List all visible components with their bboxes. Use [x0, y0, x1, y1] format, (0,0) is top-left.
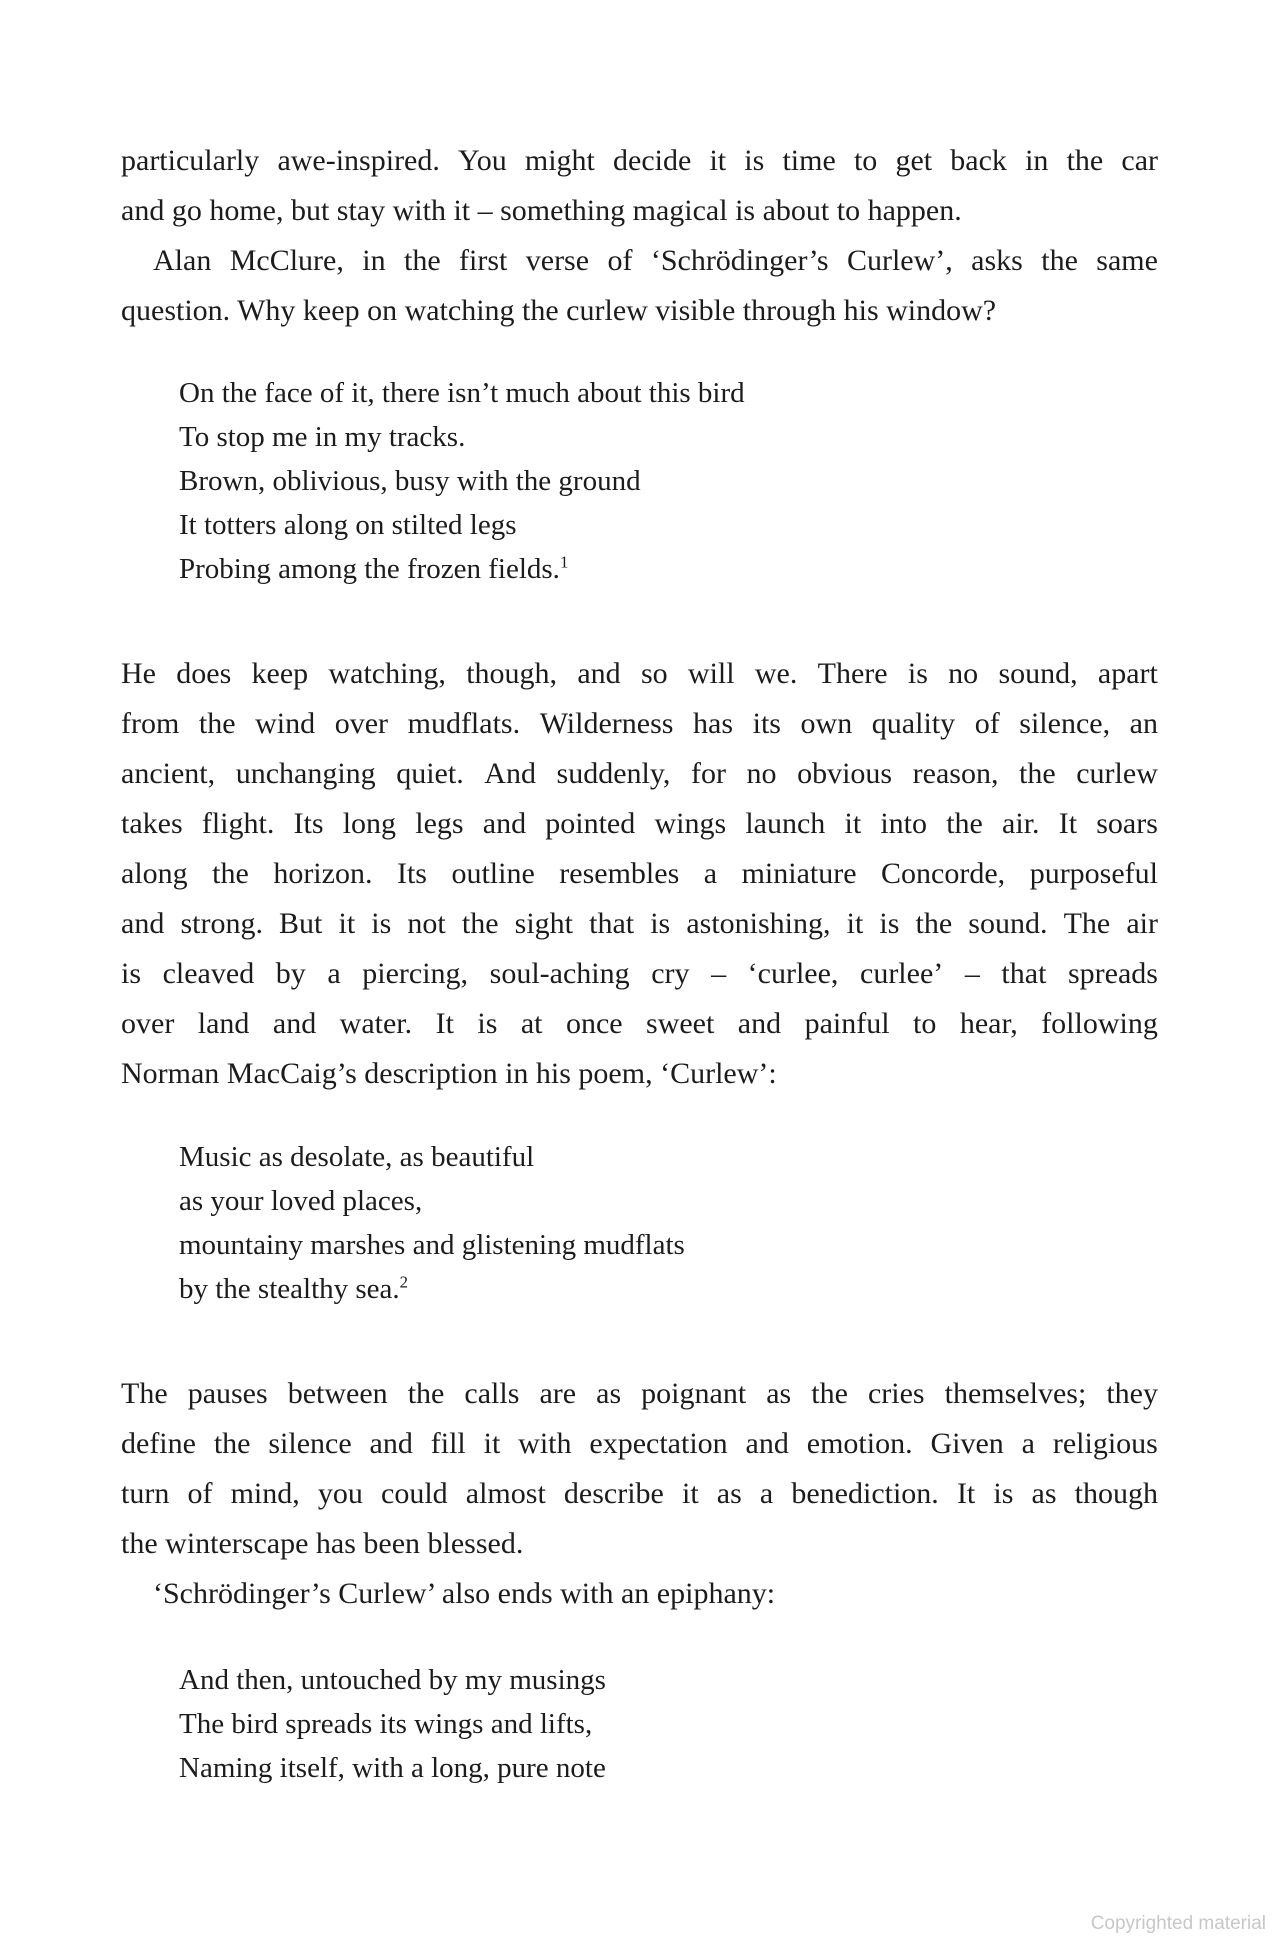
- paragraph-he-does-keep-watching: [121, 649, 1158, 1099]
- copyright-watermark: Copyrighted material: [1090, 1913, 1266, 1934]
- text-line: as your loved places,: [179, 1185, 423, 1217]
- poem-schrodingers-curlew-first-verse: [121, 371, 1158, 591]
- text-line: question. Why keep on watching the curlew visible through his window?: [121, 294, 997, 327]
- text-line: The pauses between the calls are as poignant as the cries themselves; they: [121, 1377, 1158, 1410]
- text-line: It totters along on stilted legs: [179, 509, 517, 541]
- paragraph-continuation: [121, 136, 1158, 336]
- text-line: along the horizon. Its outline resembles a miniature Concorde, purposeful: [121, 857, 1158, 890]
- text-line: the winterscape has been blessed.: [121, 1527, 524, 1560]
- text-line: On the face of it, there isn’t much about this bird: [179, 377, 745, 409]
- text-line: The bird spreads its wings and lifts,: [179, 1708, 593, 1740]
- text-line: is cleaved by a piercing, soul-aching cry – ‘curlee, curlee’ – that spreads: [121, 957, 1158, 990]
- text-line: takes flight. Its long legs and pointed wings launch it into the air. It soars: [121, 807, 1158, 840]
- text-line: define the silence and fill it with expectation and emotion. Given a religious: [121, 1427, 1158, 1460]
- text-line: Naming itself, with a long, pure note: [179, 1752, 606, 1784]
- text-line: from the wind over mudflats. Wilderness has its own quality of silence, an: [121, 707, 1158, 740]
- text-line: Music as desolate, as beautiful: [179, 1141, 535, 1173]
- text-line: mountainy marshes and glistening mudflats: [179, 1229, 685, 1261]
- text-line: over land and water. It is at once sweet and painful to hear, following: [121, 1007, 1158, 1040]
- footnote-reference: 1: [559, 552, 569, 572]
- text-line: And then, untouched by my musings: [179, 1664, 606, 1696]
- footnote-reference: 2: [399, 1272, 409, 1292]
- text-line: and strong. But it is not the sight that is astonishing, it is the sound. The air: [121, 907, 1158, 940]
- text-line: Norman MacCaig’s description in his poem, ‘Curlew’:: [121, 1057, 777, 1090]
- paragraph-the-pauses: [121, 1369, 1158, 1619]
- text-line: He does keep watching, though, and so will we. There is no sound, apart: [121, 657, 1158, 690]
- text-line: To stop me in my tracks.: [179, 421, 466, 453]
- text-line: ‘Schrödinger’s Curlew’ also ends with an epiphany:: [153, 1577, 776, 1610]
- text-line: by the stealthy sea.$^2$: [179, 1272, 409, 1305]
- text-line: Alan McClure, in the first verse of ‘Schrödinger’s Curlew’, asks the same: [153, 244, 1158, 277]
- poem-maccaig-curlew: [121, 1135, 1158, 1311]
- poem-schrodingers-curlew-ending: [121, 1658, 1158, 1790]
- text-line: ancient, unchanging quiet. And suddenly, for no obvious reason, the curlew: [121, 757, 1158, 790]
- text-line: particularly awe-inspired. You might decide it is time to get back in the car: [121, 144, 1158, 177]
- text-line: Probing among the frozen fields.$^1$: [179, 552, 569, 585]
- text-line: and go home, but stay with it – something magical is about to happen.: [121, 194, 962, 227]
- text-line: turn of mind, you could almost describe it as a benediction. It is as though: [121, 1477, 1158, 1510]
- text-line: Brown, oblivious, busy with the ground: [179, 465, 641, 497]
- text-column: [121, 136, 1158, 1790]
